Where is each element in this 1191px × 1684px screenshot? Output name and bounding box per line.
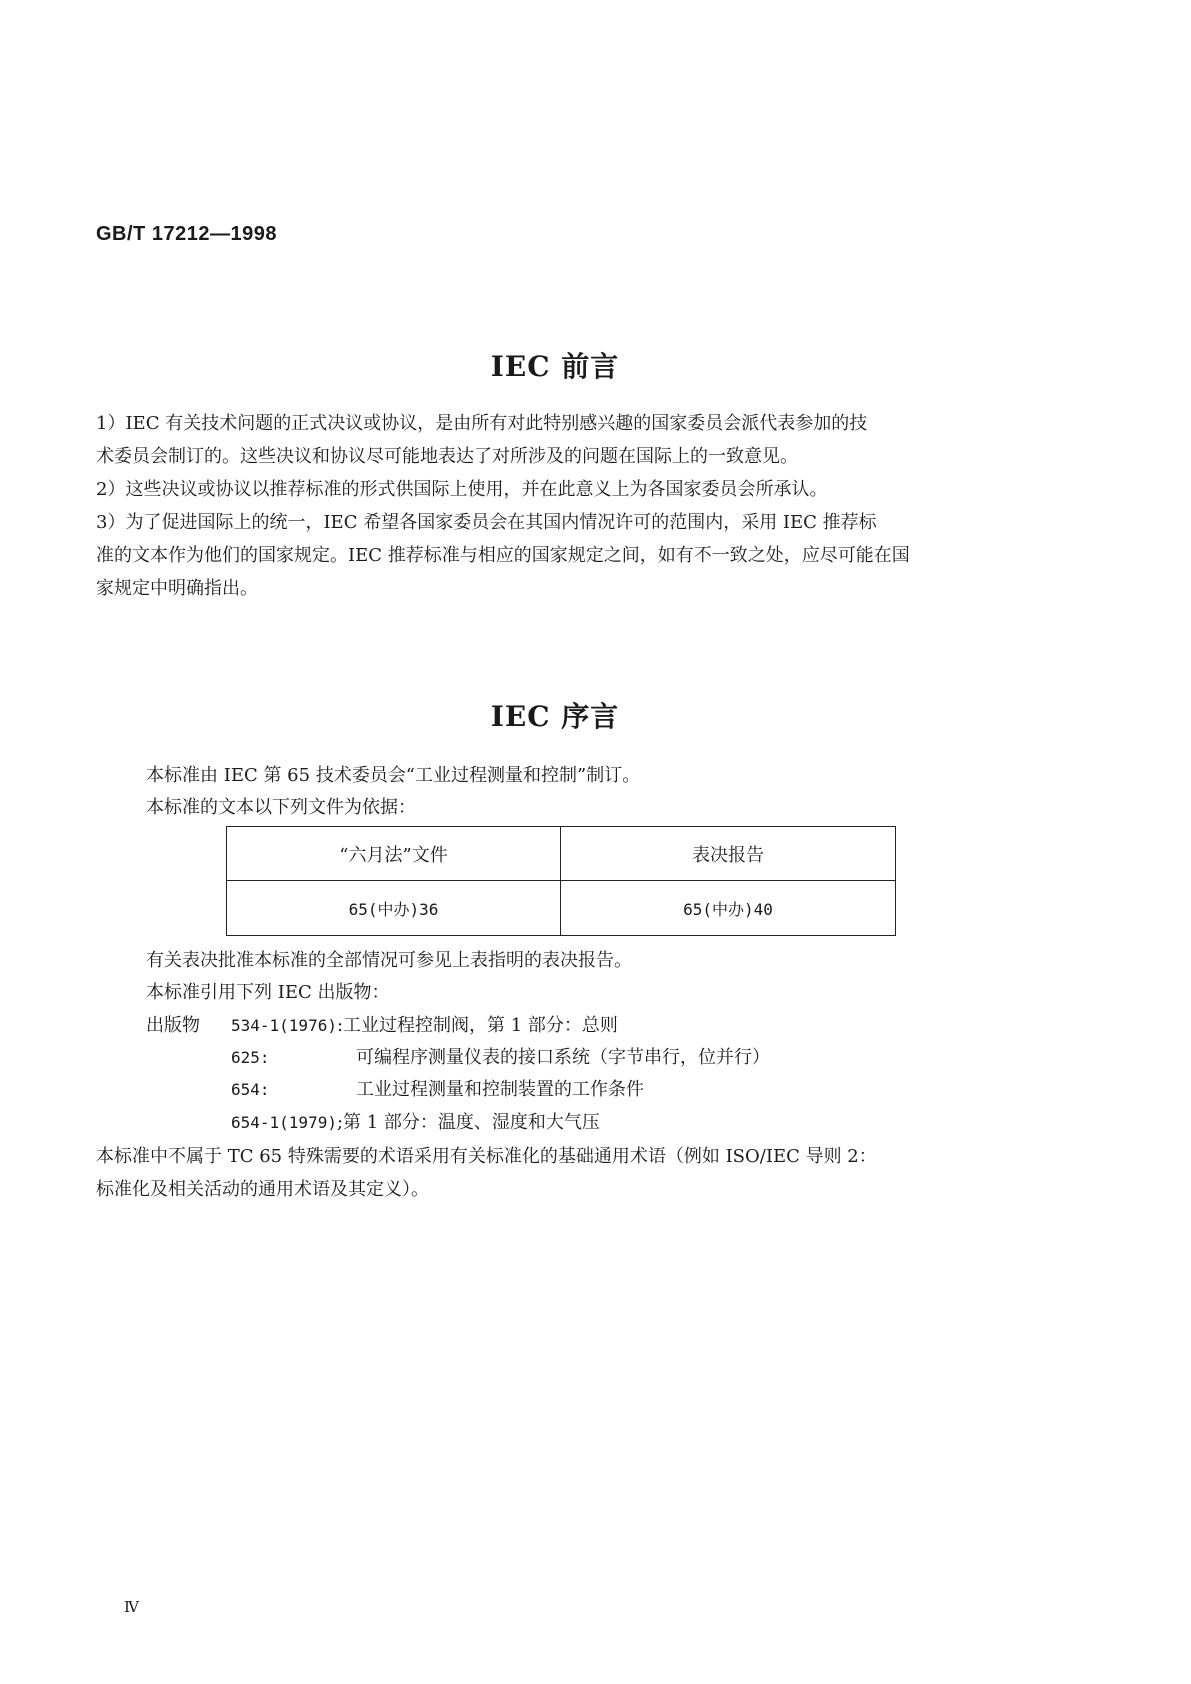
reference-documents-table [226, 826, 896, 936]
foreword-paragraph-3-line-2: 准的文本作为他们的国家规定。IEC 推荐标准与相应的国家规定之间，如有不一致之处，应尽可能在国 [96, 545, 910, 566]
publication-code: 625: [231, 1048, 270, 1067]
foreword-title: IEC 前言 [490, 350, 620, 383]
publication-item [231, 1043, 770, 1069]
publication-code: 654-1(1979) [231, 1113, 337, 1132]
page-number: Ⅳ [124, 1598, 139, 1616]
preface-line-1: 本标准由 IEC 第 65 技术委员会“工业过程测量和控制”制订。 [146, 765, 641, 786]
foreword-paragraph-3-line-1: 3）为了促进国际上的统一，IEC 希望各国家委员会在其国内情况许可的范围内，采用 IEC 推荐标 [96, 512, 877, 533]
publication-code: 654: [231, 1080, 270, 1099]
table-cell-june-document-number: 65(中办)36 [227, 881, 561, 935]
publication-title: ;第 1 部分：温度、湿度和大气压 [336, 1112, 600, 1133]
foreword-paragraph-2-line-1: 2）这些决议或协议以推荐标准的形式供国际上使用，并在此意义上为各国家委员会所承认。 [96, 479, 828, 500]
publication-item [231, 1011, 618, 1037]
foreword-paragraph-1 [96, 407, 1014, 473]
publication-item [231, 1108, 600, 1134]
preface-title: IEC 序言 [490, 700, 620, 733]
preface-line-2: 本标准的文本以下列文件为依据： [146, 797, 416, 818]
table-header-june-documents: “六月法”文件 [227, 827, 561, 881]
table-cell-voting-report-number: 65(中办)40 [683, 899, 773, 919]
voting-note: 有关表决批准本标准的全部情况可参见上表指明的表决报告。 [146, 950, 632, 971]
foreword-paragraph-2 [96, 473, 1014, 506]
foreword-paragraph-1-line-1: 1）IEC 有关技术问题的正式决议或协议，是由所有对此特别感兴趣的国家委员会派代表参加的技 [96, 413, 868, 434]
terminology-paragraph [96, 1140, 1014, 1206]
publication-title: 工业过程测量和控制装置的工作条件 [356, 1079, 644, 1100]
foreword-paragraph-3 [96, 506, 1014, 605]
publication-title: :工业过程控制阀，第 1 部分：总则 [336, 1015, 618, 1036]
terminology-line-1: 本标准中不属于 TC 65 特殊需要的术语采用有关标准化的基础通用术语（例如 ISO/IEC 导则 2： [96, 1146, 877, 1167]
publication-item [231, 1075, 644, 1101]
cited-publications-intro: 本标准引用下列 IEC 出版物： [146, 982, 390, 1003]
publication-code: 534-1(1976) [231, 1016, 337, 1035]
foreword-paragraph-1-line-2: 术委员会制订的。这些决议和协议尽可能地表达了对所涉及的问题在国际上的一致意见。 [96, 446, 798, 467]
publications-label: 出版物 [146, 1015, 200, 1036]
foreword-paragraph-3-line-3: 家规定中明确指出。 [96, 578, 258, 599]
standard-code: GB/T 17212—1998 [96, 223, 277, 245]
terminology-line-2: 标准化及相关活动的通用术语及其定义）。 [96, 1179, 429, 1200]
publication-title: 可编程序测量仪表的接口系统（字节串行，位并行） [356, 1047, 770, 1068]
table-header-voting-report: 表决报告 [561, 827, 895, 881]
